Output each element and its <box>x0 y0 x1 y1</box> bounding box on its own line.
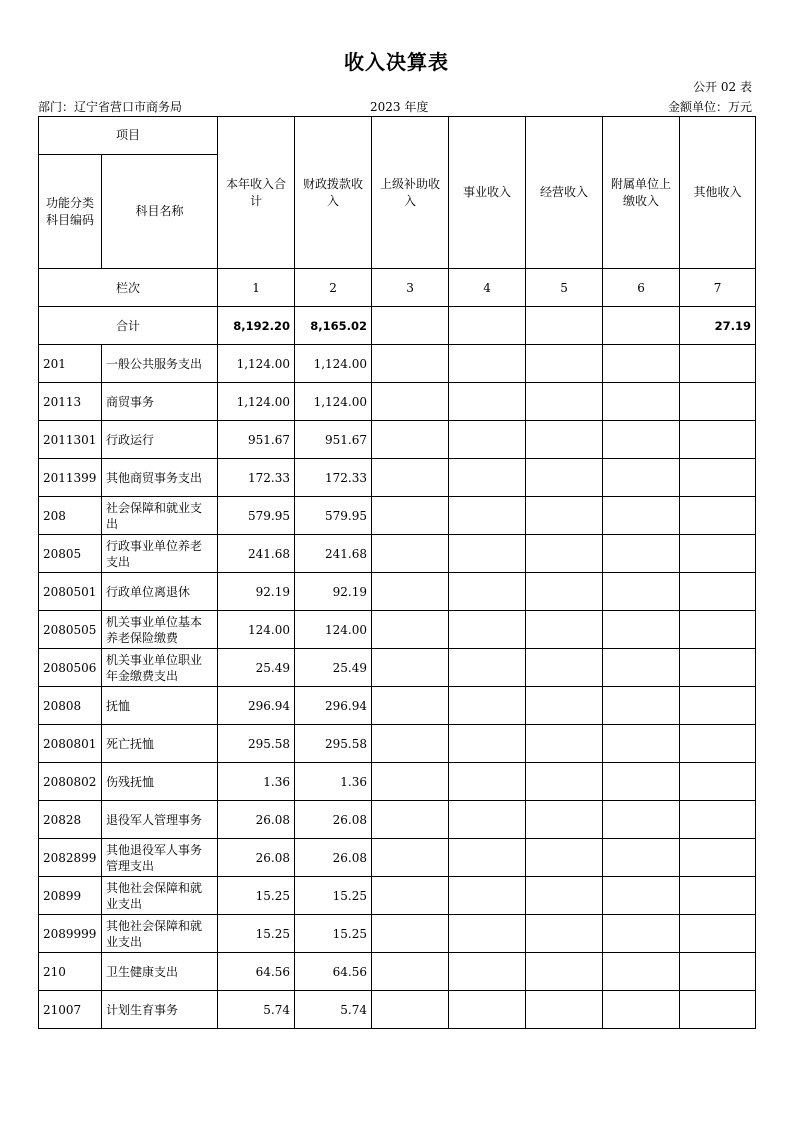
row-fiscal-income: 15.25 <box>295 877 372 915</box>
table-row <box>39 459 756 497</box>
row-subject-name: 其他社会保障和就业支出 <box>102 915 218 953</box>
row-total-income: 579.95 <box>218 497 295 535</box>
header-item: 项目 <box>39 117 218 155</box>
row-operating-income <box>526 877 603 915</box>
row-superior-subsidy <box>372 915 449 953</box>
row-other-income <box>680 573 756 611</box>
row-fiscal-income: 296.94 <box>295 687 372 725</box>
row-fiscal-income: 25.49 <box>295 649 372 687</box>
row-code: 20808 <box>39 687 102 725</box>
row-superior-subsidy <box>372 801 449 839</box>
row-total-income: 1.36 <box>218 763 295 801</box>
row-operating-income <box>526 725 603 763</box>
column-index-cell: 4 <box>449 269 526 307</box>
row-subject-name: 机关事业单位职业年金缴费支出 <box>102 649 218 687</box>
row-fiscal-income: 172.33 <box>295 459 372 497</box>
column-index-cell: 1 <box>218 269 295 307</box>
table-row <box>39 839 756 877</box>
row-affiliated-income <box>603 345 680 383</box>
header-col-5: 经营收入 <box>526 117 603 269</box>
header-func-code: 功能分类科目编码 <box>39 155 102 269</box>
row-superior-subsidy <box>372 383 449 421</box>
unit-label: 金额单位：万元 <box>667 100 752 114</box>
income-table <box>38 116 756 1029</box>
row-code: 2082899 <box>39 839 102 877</box>
row-affiliated-income <box>603 649 680 687</box>
row-code: 2080506 <box>39 649 102 687</box>
row-superior-subsidy <box>372 649 449 687</box>
row-subject-name: 抚恤 <box>102 687 218 725</box>
row-subject-name: 商贸事务 <box>102 383 218 421</box>
total-value: 8,165.02 <box>295 307 372 345</box>
column-index-label: 栏次 <box>39 269 218 307</box>
row-code: 210 <box>39 953 102 991</box>
row-subject-name: 行政事业单位养老支出 <box>102 535 218 573</box>
table-row <box>39 953 756 991</box>
row-other-income <box>680 801 756 839</box>
row-code: 2080505 <box>39 611 102 649</box>
row-affiliated-income <box>603 877 680 915</box>
row-operating-income <box>526 953 603 991</box>
table-row <box>39 345 756 383</box>
row-other-income <box>680 459 756 497</box>
row-total-income: 1,124.00 <box>218 383 295 421</box>
row-business-income <box>449 383 526 421</box>
row-other-income <box>680 991 756 1029</box>
row-operating-income <box>526 535 603 573</box>
row-subject-name: 计划生育事务 <box>102 991 218 1029</box>
row-total-income: 172.33 <box>218 459 295 497</box>
row-code: 2089999 <box>39 915 102 953</box>
row-business-income <box>449 725 526 763</box>
row-fiscal-income: 92.19 <box>295 573 372 611</box>
row-superior-subsidy <box>372 497 449 535</box>
table-row <box>39 421 756 459</box>
table-row <box>39 535 756 573</box>
row-other-income <box>680 421 756 459</box>
row-fiscal-income: 64.56 <box>295 953 372 991</box>
row-affiliated-income <box>603 763 680 801</box>
table-row <box>39 611 756 649</box>
row-fiscal-income: 241.68 <box>295 535 372 573</box>
row-superior-subsidy <box>372 345 449 383</box>
row-total-income: 124.00 <box>218 611 295 649</box>
row-subject-name: 退役军人管理事务 <box>102 801 218 839</box>
row-subject-name: 其他退役军人事务管理支出 <box>102 839 218 877</box>
row-fiscal-income: 26.08 <box>295 801 372 839</box>
row-total-income: 15.25 <box>218 877 295 915</box>
row-operating-income <box>526 687 603 725</box>
table-row <box>39 991 756 1029</box>
row-business-income <box>449 497 526 535</box>
row-operating-income <box>526 611 603 649</box>
row-other-income <box>680 839 756 877</box>
row-business-income <box>449 839 526 877</box>
row-affiliated-income <box>603 953 680 991</box>
row-business-income <box>449 535 526 573</box>
row-affiliated-income <box>603 535 680 573</box>
row-code: 2011301 <box>39 421 102 459</box>
row-operating-income <box>526 763 603 801</box>
row-business-income <box>449 801 526 839</box>
table-row <box>39 687 756 725</box>
row-superior-subsidy <box>372 421 449 459</box>
form-number: 公开 02 表 <box>693 80 752 94</box>
row-fiscal-income: 951.67 <box>295 421 372 459</box>
header-col-4: 事业收入 <box>449 117 526 269</box>
row-subject-name: 卫生健康支出 <box>102 953 218 991</box>
row-total-income: 951.67 <box>218 421 295 459</box>
row-fiscal-income: 26.08 <box>295 839 372 877</box>
year-label: 2023 年度 <box>370 100 429 114</box>
row-superior-subsidy <box>372 953 449 991</box>
row-operating-income <box>526 839 603 877</box>
column-index-cell: 3 <box>372 269 449 307</box>
row-total-income: 92.19 <box>218 573 295 611</box>
row-code: 201 <box>39 345 102 383</box>
row-subject-name: 行政单位离退休 <box>102 573 218 611</box>
row-affiliated-income <box>603 915 680 953</box>
row-business-income <box>449 421 526 459</box>
row-business-income <box>449 573 526 611</box>
row-other-income <box>680 877 756 915</box>
row-other-income <box>680 725 756 763</box>
row-superior-subsidy <box>372 877 449 915</box>
row-code: 208 <box>39 497 102 535</box>
row-total-income: 26.08 <box>218 839 295 877</box>
row-superior-subsidy <box>372 839 449 877</box>
table-row <box>39 573 756 611</box>
row-subject-name: 其他商贸事务支出 <box>102 459 218 497</box>
table-row <box>39 877 756 915</box>
row-superior-subsidy <box>372 573 449 611</box>
row-other-income <box>680 915 756 953</box>
row-subject-name: 行政运行 <box>102 421 218 459</box>
row-fiscal-income: 579.95 <box>295 497 372 535</box>
row-other-income <box>680 649 756 687</box>
row-subject-name: 机关事业单位基本养老保险缴费 <box>102 611 218 649</box>
column-index-cell: 7 <box>680 269 756 307</box>
row-operating-income <box>526 497 603 535</box>
row-total-income: 241.68 <box>218 535 295 573</box>
row-business-income <box>449 953 526 991</box>
row-other-income <box>680 345 756 383</box>
row-fiscal-income: 124.00 <box>295 611 372 649</box>
row-total-income: 296.94 <box>218 687 295 725</box>
row-affiliated-income <box>603 725 680 763</box>
row-fiscal-income: 15.25 <box>295 915 372 953</box>
row-affiliated-income <box>603 459 680 497</box>
total-value <box>372 307 449 345</box>
row-business-income <box>449 991 526 1029</box>
total-value: 8,192.20 <box>218 307 295 345</box>
row-code: 20805 <box>39 535 102 573</box>
row-affiliated-income <box>603 991 680 1029</box>
row-business-income <box>449 345 526 383</box>
row-total-income: 64.56 <box>218 953 295 991</box>
total-value <box>449 307 526 345</box>
row-operating-income <box>526 345 603 383</box>
row-fiscal-income: 1,124.00 <box>295 345 372 383</box>
row-affiliated-income <box>603 383 680 421</box>
row-fiscal-income: 5.74 <box>295 991 372 1029</box>
table-row <box>39 801 756 839</box>
total-label: 合计 <box>39 307 218 345</box>
column-index-cell: 6 <box>603 269 680 307</box>
row-operating-income <box>526 649 603 687</box>
row-code: 2080802 <box>39 763 102 801</box>
row-business-income <box>449 763 526 801</box>
table-row <box>39 725 756 763</box>
row-affiliated-income <box>603 421 680 459</box>
row-other-income <box>680 687 756 725</box>
header-col-7: 其他收入 <box>680 117 756 269</box>
row-superior-subsidy <box>372 459 449 497</box>
table-row <box>39 649 756 687</box>
row-affiliated-income <box>603 497 680 535</box>
row-affiliated-income <box>603 573 680 611</box>
table-row <box>39 383 756 421</box>
row-subject-name: 社会保障和就业支出 <box>102 497 218 535</box>
row-subject-name: 一般公共服务支出 <box>102 345 218 383</box>
row-business-income <box>449 459 526 497</box>
row-affiliated-income <box>603 839 680 877</box>
row-affiliated-income <box>603 687 680 725</box>
row-total-income: 25.49 <box>218 649 295 687</box>
row-fiscal-income: 295.58 <box>295 725 372 763</box>
header-col-1: 本年收入合计 <box>218 117 295 269</box>
row-code: 20828 <box>39 801 102 839</box>
header-subject-name: 科目名称 <box>102 155 218 269</box>
row-operating-income <box>526 991 603 1029</box>
row-operating-income <box>526 801 603 839</box>
row-code: 2011399 <box>39 459 102 497</box>
row-total-income: 26.08 <box>218 801 295 839</box>
row-subject-name: 其他社会保障和就业支出 <box>102 877 218 915</box>
total-value <box>526 307 603 345</box>
row-subject-name: 死亡抚恤 <box>102 725 218 763</box>
column-index-cell: 5 <box>526 269 603 307</box>
table-row <box>39 915 756 953</box>
row-business-income <box>449 611 526 649</box>
row-fiscal-income: 1,124.00 <box>295 383 372 421</box>
row-code: 20113 <box>39 383 102 421</box>
row-other-income <box>680 535 756 573</box>
row-business-income <box>449 915 526 953</box>
row-other-income <box>680 611 756 649</box>
header-col-2: 财政拨款收入 <box>295 117 372 269</box>
column-index-cell: 2 <box>295 269 372 307</box>
row-operating-income <box>526 915 603 953</box>
row-total-income: 15.25 <box>218 915 295 953</box>
row-business-income <box>449 649 526 687</box>
row-operating-income <box>526 383 603 421</box>
row-superior-subsidy <box>372 687 449 725</box>
total-value <box>603 307 680 345</box>
row-superior-subsidy <box>372 535 449 573</box>
header-col-6: 附属单位上缴收入 <box>603 117 680 269</box>
row-code: 2080501 <box>39 573 102 611</box>
row-superior-subsidy <box>372 763 449 801</box>
row-code: 21007 <box>39 991 102 1029</box>
row-code: 20899 <box>39 877 102 915</box>
table-row <box>39 763 756 801</box>
total-value: 27.19 <box>680 307 756 345</box>
row-total-income: 5.74 <box>218 991 295 1029</box>
row-subject-name: 伤残抚恤 <box>102 763 218 801</box>
row-superior-subsidy <box>372 991 449 1029</box>
row-other-income <box>680 383 756 421</box>
page-title: 收入决算表 <box>344 50 449 74</box>
row-other-income <box>680 497 756 535</box>
row-superior-subsidy <box>372 611 449 649</box>
header-col-3: 上级补助收入 <box>372 117 449 269</box>
row-operating-income <box>526 421 603 459</box>
row-code: 2080801 <box>39 725 102 763</box>
row-operating-income <box>526 459 603 497</box>
row-other-income <box>680 763 756 801</box>
department-label: 部门：辽宁省营口市商务局 <box>38 100 183 114</box>
row-total-income: 1,124.00 <box>218 345 295 383</box>
row-operating-income <box>526 573 603 611</box>
row-business-income <box>449 877 526 915</box>
row-superior-subsidy <box>372 725 449 763</box>
row-other-income <box>680 953 756 991</box>
row-business-income <box>449 687 526 725</box>
row-affiliated-income <box>603 801 680 839</box>
row-fiscal-income: 1.36 <box>295 763 372 801</box>
row-total-income: 295.58 <box>218 725 295 763</box>
table-row <box>39 497 756 535</box>
row-affiliated-income <box>603 611 680 649</box>
